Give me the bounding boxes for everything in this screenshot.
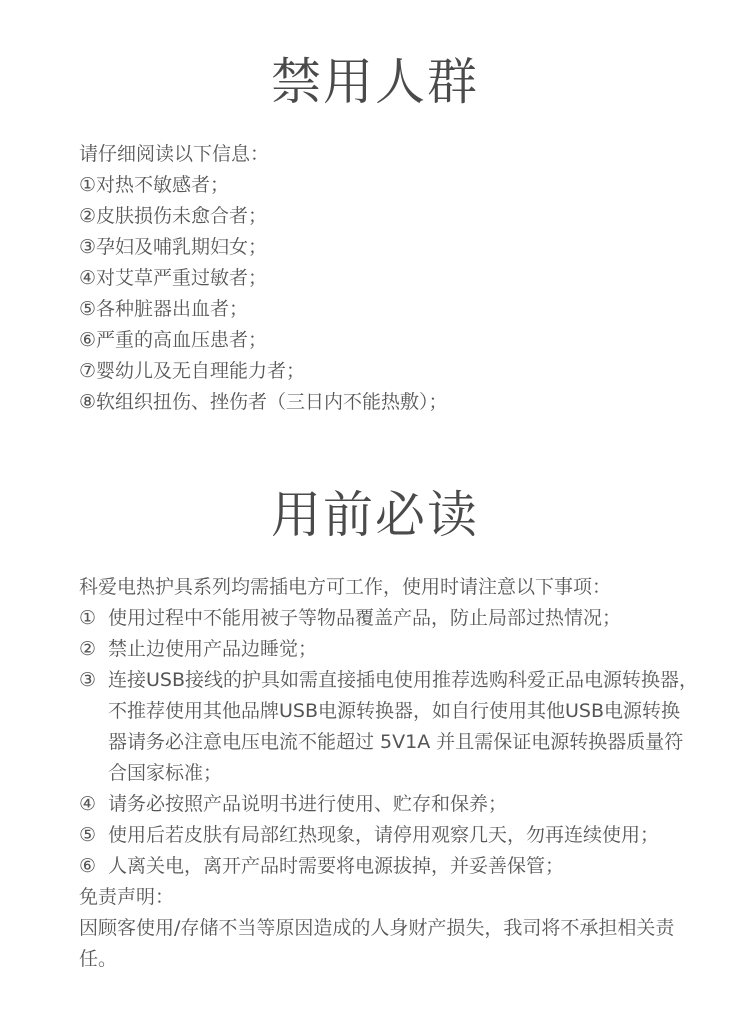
item-text: 连接USB接线的护具如需直接插电使用推荐选购科爱正品电源转换器，不推荐使用其他品牌USB电源转换器，如自行使用其他USB电源转换器请务必注意电压电流不能超过 5V1A 并且需保证电源转换器质量符合国家标准； bbox=[108, 669, 699, 784]
contraindications-intro: 请仔细阅读以下信息： bbox=[79, 143, 270, 165]
item-number: ⑤ bbox=[79, 824, 97, 846]
item-number: ④ bbox=[79, 793, 97, 815]
section-title-read-before-use: 用前必读 bbox=[271, 486, 479, 544]
list-item: ②皮肤损伤未愈合者； bbox=[79, 205, 268, 227]
list-item bbox=[79, 665, 698, 789]
item-number: ⑥ bbox=[79, 855, 97, 877]
list-item bbox=[79, 789, 698, 820]
list-item: ⑥严重的高血压患者； bbox=[79, 329, 268, 351]
item-number: ③ bbox=[79, 669, 97, 691]
list-item: ①对热不敏感者； bbox=[79, 174, 230, 196]
list-item bbox=[79, 851, 698, 882]
disclaimer-label: 免责声明： bbox=[79, 886, 175, 908]
list-item: ⑧软组织扭伤、挫伤者（三日内不能热敷）； bbox=[79, 391, 448, 413]
list-item: ⑦婴幼儿及无自理能力者； bbox=[79, 360, 306, 382]
list-item: ③孕妇及哺乳期妇女； bbox=[79, 236, 268, 258]
item-text: 使用过程中不能用被子等物品覆盖产品，防止局部过热情况； bbox=[108, 607, 622, 629]
list-item bbox=[79, 634, 698, 665]
item-text: 禁止边使用产品边睡觉； bbox=[108, 638, 318, 660]
list-item: ④对艾草严重过敏者； bbox=[79, 267, 268, 289]
list-item: ⑤各种脏器出血者； bbox=[79, 298, 249, 320]
item-number: ① bbox=[79, 607, 97, 629]
item-text: 使用后若皮肤有局部红热现象，请停用观察几天，勿再连续使用； bbox=[108, 824, 660, 846]
section-title-contraindications: 禁用人群 bbox=[271, 53, 479, 111]
disclaimer-text: 因顾客使用/存储不当等原因造成的人身财产损失，我司将不承担相关责任。 bbox=[79, 917, 675, 970]
item-text: 请务必按照产品说明书进行使用、贮存和保养； bbox=[108, 793, 508, 815]
list-item bbox=[79, 603, 698, 634]
usage-notes-list bbox=[79, 572, 699, 975]
contraindications-list bbox=[79, 139, 699, 418]
list-item bbox=[79, 820, 698, 851]
item-number: ② bbox=[79, 638, 97, 660]
item-text: 人离关电，离开产品时需要将电源拔掉，并妥善保管； bbox=[108, 855, 565, 877]
usage-notes-intro: 科爱电热护具系列均需插电方可工作，使用时请注意以下事项： bbox=[79, 576, 612, 598]
